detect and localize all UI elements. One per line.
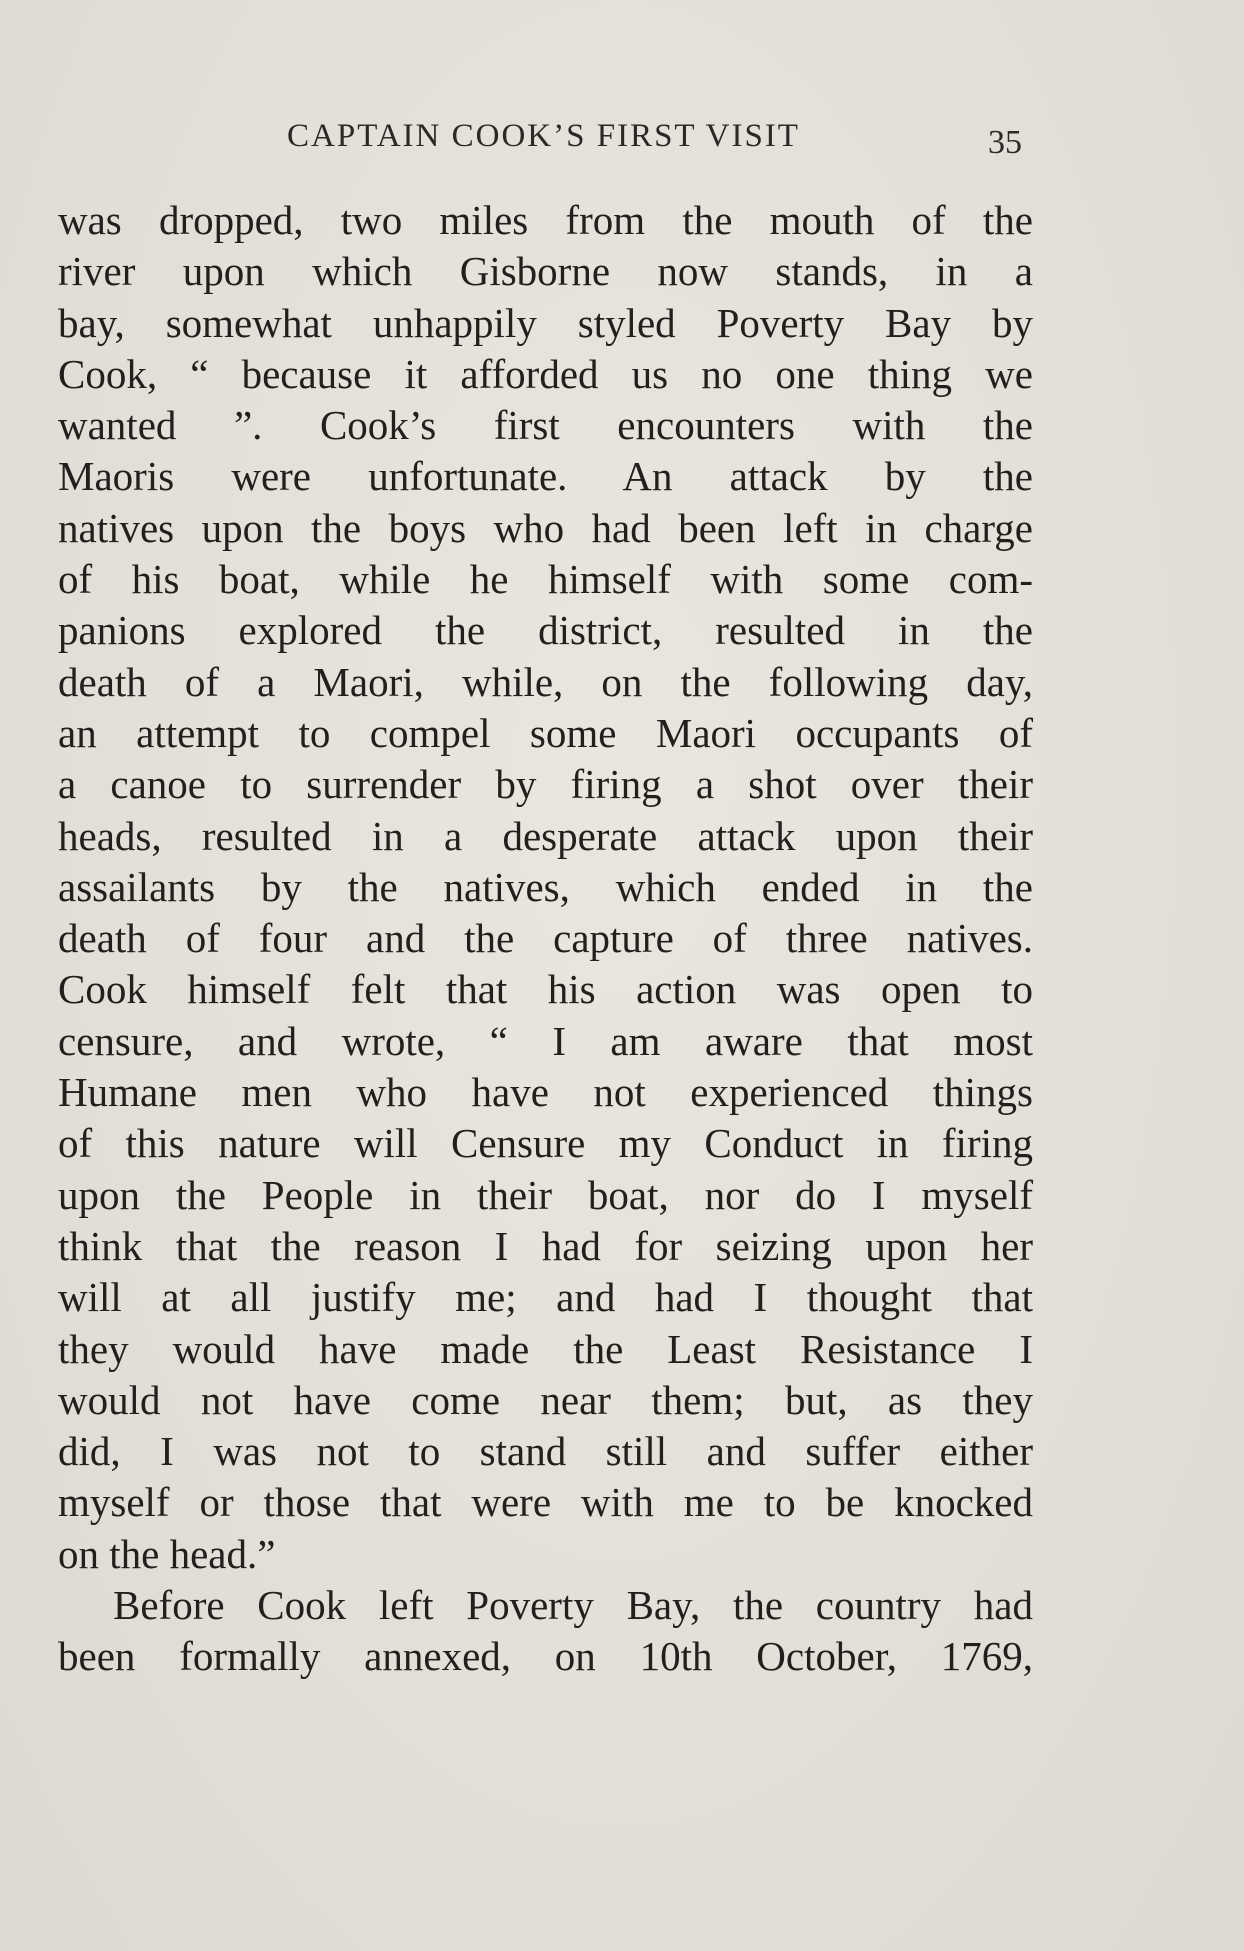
- text-line: death of four and the capture of three natives.: [58, 915, 1033, 962]
- text-line: panions explored the district, resulted in the: [58, 607, 1033, 654]
- text-line: death of a Maori, while, on the following day,: [58, 658, 1033, 705]
- text-line: think that the reason I had for seizing upon her: [58, 1222, 1033, 1269]
- text-line: river upon which Gisborne now stands, in a: [58, 248, 1033, 295]
- text-line: natives upon the boys who had been left in charge: [58, 504, 1033, 551]
- text-line: upon the People in their boat, nor do I myself: [58, 1171, 1033, 1218]
- text-line: they would have made the Least Resistance I: [58, 1325, 1033, 1372]
- text-line: an attempt to compel some Maori occupants of: [58, 709, 1033, 756]
- text-line: assailants by the natives, which ended in the: [58, 863, 1033, 910]
- paragraph: [58, 1580, 1033, 1683]
- text-line: was dropped, two miles from the mouth of the: [58, 197, 1033, 243]
- body-text: [58, 195, 1033, 1683]
- text-line: will at all justify me; and had I thought that: [58, 1274, 1033, 1321]
- text-line: been formally annexed, on 10th October, 1769,: [58, 1633, 1033, 1680]
- text-line: did, I was not to stand still and suffer either: [58, 1428, 1033, 1475]
- text-line: wanted ”. Cook’s first encounters with the: [58, 402, 1033, 449]
- text-line: of this nature will Censure my Conduct in firing: [58, 1120, 1033, 1167]
- text-line: Cook himself felt that his action was open to: [58, 966, 1033, 1013]
- text-line: myself or those that were with me to be knocked: [58, 1479, 1033, 1526]
- text-line: heads, resulted in a desperate attack upon their: [58, 812, 1033, 859]
- page-number: 35: [988, 124, 1022, 161]
- text-line: bay, somewhat unhappily styled Poverty Bay by: [58, 299, 1033, 346]
- text-line: Before Cook left Poverty Bay, the country had: [113, 1582, 1033, 1629]
- text-line: on the head.”: [58, 1530, 276, 1577]
- text-line: Cook, “ because it afforded us no one thing we: [58, 350, 1033, 397]
- text-line: Maoris were unfortunate. An attack by the: [58, 453, 1033, 500]
- text-line: of his boat, while he himself with some com-: [58, 556, 1033, 603]
- text-line: a canoe to surrender by firing a shot over their: [58, 761, 1033, 808]
- text-line: censure, and wrote, “ I am aware that most: [58, 1017, 1033, 1064]
- text-line: Humane men who have not experienced things: [58, 1069, 1033, 1116]
- running-head: CAPTAIN COOK’S FIRST VISIT: [287, 118, 800, 154]
- text-line: would not have come near them; but, as they: [58, 1376, 1033, 1423]
- page-header: [0, 118, 1244, 168]
- paragraph: [58, 195, 1033, 1580]
